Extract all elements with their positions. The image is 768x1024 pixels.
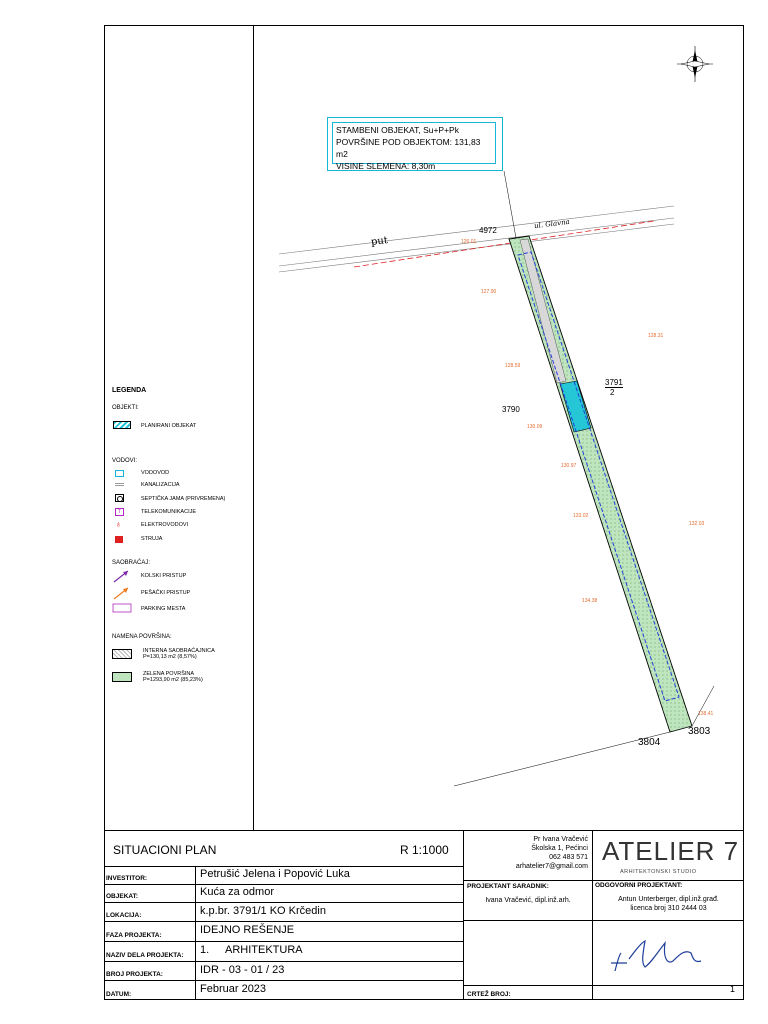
septic-icon	[115, 494, 124, 502]
broj-label: BROJ PROJEKTA:	[106, 971, 163, 978]
elevation: 134.38	[582, 598, 598, 604]
naziv-value: ARHITEKTURA	[225, 944, 303, 956]
legend-pesacki: PEŠAČKI PRISTUP	[141, 590, 191, 596]
elevation: 133.02	[573, 513, 589, 519]
signature	[605, 923, 715, 978]
legend-elektro: ELEKTROVODOVI	[141, 522, 189, 528]
legend-septicka: SEPTIČKA JAMA (PRIVREMENA)	[141, 496, 226, 502]
compass-icon	[677, 46, 713, 82]
legend-vodovod: VODOVOD	[141, 470, 170, 476]
faza-value: IDEJNO REŠENJE	[200, 924, 295, 936]
faza-label: FAZA PROJEKTA:	[106, 932, 162, 939]
water-icon	[115, 470, 124, 477]
electric-icon: ♁	[115, 519, 122, 529]
planned-building-swatch	[113, 421, 131, 429]
legend-interna: INTERNA SAOBRAĆAJNICA P=130,13 m2 (8,57%)	[143, 648, 215, 660]
elevation: 126.01	[461, 239, 477, 245]
elevation: 127.90	[481, 289, 497, 295]
objekat-value: Kuća za odmor	[200, 886, 274, 898]
saradnik-value: Ivana Vračević, dipl.inž.arh.	[485, 897, 571, 904]
naziv-num: 1.	[200, 944, 210, 956]
legend-saobracaj-heading: SAOBRAĆAJ:	[112, 560, 151, 566]
legend-namena-heading: NAMENA POVRŠINA:	[112, 634, 172, 640]
road-label: put	[370, 235, 389, 248]
objekat-label: OBJEKAT:	[106, 893, 139, 900]
legend-struja: STRUJA	[141, 536, 163, 542]
studio-logo: ATELIER 7	[602, 836, 740, 866]
callout-line-3: VISINE SLEMENA: 8,30m	[336, 161, 436, 171]
internal-road-swatch	[112, 649, 132, 659]
elevation: 138.41	[698, 711, 714, 717]
datum-value: Februar 2023	[200, 983, 267, 995]
parcel-3790: 3790	[502, 405, 520, 414]
crtez-label: CRTEŽ BROJ:	[467, 991, 511, 998]
telecom-icon: T	[115, 508, 124, 516]
elevation: 130.09	[527, 424, 543, 430]
legend-objekti-heading: OBJEKTI:	[112, 405, 139, 411]
elevation: 132.03	[689, 521, 705, 527]
building-callout	[327, 117, 503, 171]
naziv-label: NAZIV DELA PROJEKTA:	[106, 952, 184, 959]
callout-line-1: STAMBENI OBJEKAT, Su+P+Pk	[336, 125, 459, 135]
odgovorni-value: Antun Unterberger, dipl.inž.građ. licenca broj 310 2444 03	[618, 896, 719, 912]
green-area-swatch	[112, 672, 132, 682]
scale: R 1:1000	[400, 843, 449, 857]
parcel-3791: 3791	[605, 378, 623, 387]
odgovorni-label: ODGOVORNI PROJEKTANT:	[595, 882, 683, 889]
studio-logo-sub: ARHITEKTONSKI STUDIO	[620, 869, 697, 875]
legend-kanalizacija: KANALIZACIJA	[141, 482, 180, 488]
lokacija-label: LOKACIJA:	[106, 912, 142, 919]
legend-zelena: ZELENA POVRŠINA P=1293,90 m2 (85,23%)	[143, 671, 203, 683]
parcel-3804: 3804	[638, 737, 661, 748]
crtez-value: 1	[730, 984, 736, 994]
legend-kolski: KOLSKI PRISTUP	[141, 573, 187, 579]
sewer-icon	[115, 483, 124, 486]
parcel-3791-sub: 2	[610, 388, 615, 397]
legend-parking: PARKING MESTA	[141, 606, 186, 612]
datum-label: DATUM:	[106, 991, 132, 998]
legend-telekom: TELEKOMUNIKACIJE	[141, 509, 197, 515]
callout-line-2: POVRŠINE POD OBJEKTOM: 131,83 m2	[336, 137, 481, 159]
parcel-3803: 3803	[688, 726, 711, 737]
saradnik-label: PROJEKTANT SARADNIK:	[467, 883, 549, 890]
sheet-title: SITUACIONI PLAN	[113, 843, 217, 857]
street-label: ul. Glavna	[533, 217, 571, 231]
lokacija-value: k.p.br. 3791/1 KO Krčedin	[200, 905, 326, 917]
elevation: 128.59	[505, 363, 521, 369]
broj-value: IDR - 03 - 01 / 23	[200, 964, 285, 976]
elevation: 128.31	[648, 333, 664, 339]
legend-vodovi-heading: VODOVI:	[112, 458, 138, 464]
elevation: 130.97	[561, 463, 577, 469]
power-icon	[115, 536, 123, 543]
investitor-label: INVESTITOR:	[106, 875, 148, 882]
title-block-divider	[104, 830, 744, 831]
studio-contact: Pr Ivana Vračević Školska 1, Pećinci 062 483 571 arhatelier7@gmail.com	[515, 836, 588, 870]
legend-planirani: PLANIRANI OBJEKAT	[141, 423, 197, 429]
investitor-value: Petrušić Jelena i Popović Luka	[200, 868, 350, 880]
legend-title: LEGENDA	[112, 387, 147, 394]
parcel-4972: 4972	[479, 226, 497, 235]
parking-icon	[113, 604, 131, 612]
